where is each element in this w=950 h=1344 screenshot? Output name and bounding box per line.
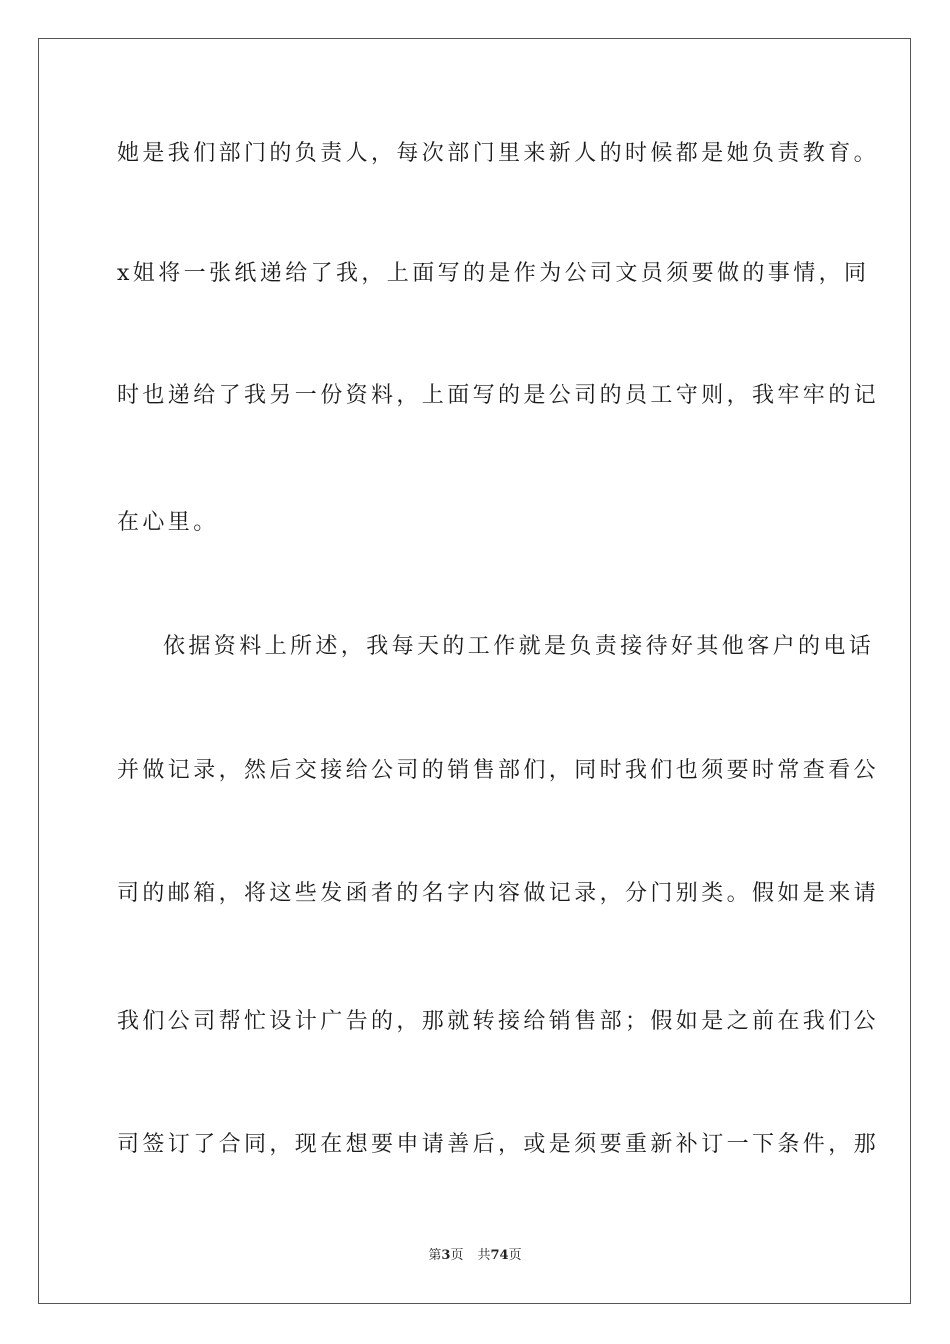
- page-label-prefix: 第: [428, 1248, 442, 1263]
- page-footer: [0, 1247, 950, 1265]
- paragraph-line: 依据资料上所述，我每天的工作就是负责接待好其他客户的电话: [163, 634, 875, 659]
- paragraph-line: 司签订了合同，现在想要申请善后，或是须要重新补订一下条件，那: [117, 1132, 880, 1157]
- current-page-number: 3: [441, 1248, 451, 1263]
- paragraph-line: 我们公司帮忙设计广告的，那就转接给销售部；假如是之前在我们公: [117, 1009, 880, 1034]
- paragraph-line: 在心里。: [117, 510, 219, 535]
- total-label-suffix: 页: [508, 1248, 522, 1263]
- page-border: [38, 38, 911, 1304]
- paragraph-line: 她是我们部门的负责人，每次部门里来新人的时候都是她负责教育。: [117, 141, 880, 166]
- paragraph-line: 司的邮箱，将这些发函者的名字内容做记录，分门别类。假如是来请: [117, 881, 880, 906]
- page-label-suffix: 页: [450, 1248, 464, 1263]
- total-label-prefix: 共: [477, 1248, 491, 1263]
- paragraph-line: 时也递给了我另一份资料，上面写的是公司的员工守则，我牢牢的记: [117, 383, 880, 408]
- total-page-count: 74: [490, 1248, 509, 1263]
- paragraph-line: 并做记录，然后交接给公司的销售部们，同时我们也须要时常查看公: [117, 758, 880, 783]
- paragraph-line: x姐将一张纸递给了我，上面写的是作为公司文员须要做的事情，同: [117, 261, 870, 286]
